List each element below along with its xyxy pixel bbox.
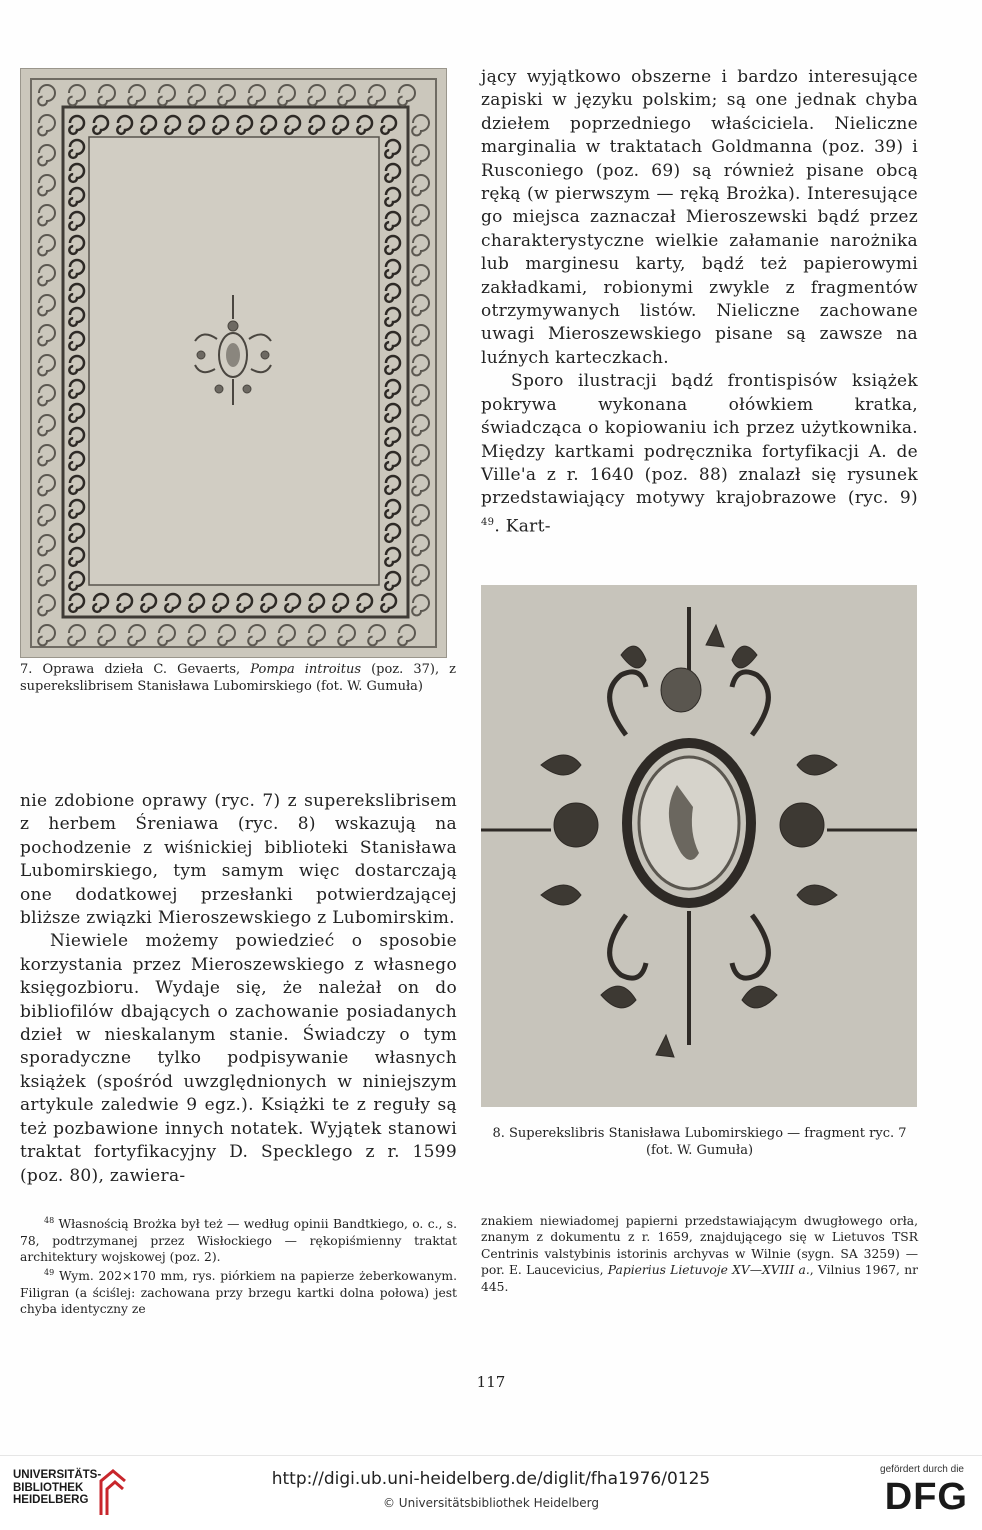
library-name: UNIVERSITÄTS- BIBLIOTHEK HEIDELBERG bbox=[13, 1469, 102, 1506]
paragraph: nie zdobione oprawy (ryc. 7) z superekslibrisem z herbem Śreniawa (ryc. 8) wskazują na pochodzenie z wiśnickiej biblioteki Stanisława Lubomirskiego, tym samym więc dostarczają one dodatkowej przesłanki potwierdzającej bliższe związki Mieroszewskiego z Lubomirskim. bbox=[20, 791, 457, 929]
right-column-text bbox=[481, 66, 918, 539]
digitization-footer bbox=[0, 1455, 982, 1530]
footnote-48: $^{48}$ Własnością Brożka był też — według opinii Bandtkiego, o. c., s. 78, podtrzymanej przez Wisłockiego — rękopiśmienny traktat architektury wojskowej (poz. 2). bbox=[20, 1216, 457, 1264]
paragraph: Sporo ilustracji bądź frontispisów książek pokrywa wykonana ołówkiem kratka, świadcząca o kopiowaniu ich przez użytkownika. Między kartkami podręcznika fortyfikacji A. de Ville'a z r. 1640 (poz. 88) znalazł się rysunek przedstawiający motywy krajobrazowe (ryc. 9) $^{49}$. Kart- bbox=[481, 371, 918, 537]
figure-7-caption: 7. Oprawa dzieła C. Gevaerts, Pompa introitus (poz. 37), z superekslibrisem Stanisława Lubomirskiego (fot. W. Gumuła) bbox=[20, 662, 456, 694]
dfg-logo: DFG bbox=[884, 1476, 968, 1518]
footnotes-left bbox=[20, 1213, 457, 1318]
paragraph: Niewiele możemy powiedzieć o sposobie korzystania przez Mieroszewskiego z własnego księgozbioru. Wydaje się, że należał on do bibliofilów dbających o zachowanie posiadanych dzieł w nieskalanym stanie. Świadczy o tym sporadyczne tylko podpisywanie własnych książek (spośród uwzględnionych w niniejszym artykule zaledwie 9 egz.). Książki te z reguły są też pozbawione innych notatek. Wyjątek stanowi traktat fortyfikacyjny D. Specklego z r. 1599 (poz. 80), zawiera- bbox=[20, 931, 457, 1186]
paragraph: jący wyjątkowo obszerne i bardzo interesujące zapiski w języku polskim; są one jednak chyba dziełem poprzedniego właściciela. Nieliczne marginalia w traktatach Goldmanna (poz. 39) i Rusconiego (poz. 69) są również pisane obcą ręką (w pierwszym — ręką Brożka). Interesujące go miejsca zaznaczał Mieroszewski bądź przez charakterystyczne wielkie załamanie narożnika lub marginesu karty, bądź też papierowymi zakładkami, robionymi zwykle z fragmentów otrzymywanych listów. Nieliczne zachowane uwagi Mieroszewskiego pisane są zawsze na luźnych karteczkach. bbox=[481, 67, 918, 368]
footnote-49-continued: znakiem niewiadomej papierni przedstawiającym dwugłowego orła, znanym z dokumentu z r. 1659, znajdującego się w Lietuvos TSR Centrinis valstybinis istorinis archyvas w Wilnie (sygn. SA 3259) — por. E. Laucevicius, Papierius Lietuvoje XV—XVIII a., Vilnius 1967, nr 445. bbox=[481, 1214, 919, 1294]
footnote-49: $^{49}$ Wym. 202×170 mm, rys. piórkiem na papierze żeberkowanym. Filigran (a ściślej: zachowana przy brzegu kartki dolna połowa) jest chyba identyczny ze bbox=[20, 1268, 457, 1317]
page-number: 117 bbox=[476, 1373, 506, 1391]
copyright-note: © Universitätsbibliothek Heidelberg bbox=[382, 1496, 599, 1510]
funding-note: gefördert durch die bbox=[880, 1464, 964, 1475]
binding-ornament-drawing bbox=[21, 69, 446, 657]
footnotes-right bbox=[481, 1213, 918, 1295]
figure-8-caption: 8. Superekslibris Stanisława Lubomirskiego — fragment ryc. 7 (fot. W. Gumuła) bbox=[492, 1126, 907, 1158]
figure-7-binding-image bbox=[20, 68, 447, 658]
left-column-text bbox=[20, 790, 457, 1188]
figure-8-superexlibris-image bbox=[481, 585, 917, 1107]
footnote-ref: 49 bbox=[481, 516, 495, 528]
permalink-url[interactable]: http://digi.ub.uni-heidelberg.de/diglit/fha1976/0125 bbox=[271, 1469, 711, 1489]
superexlibris-drawing bbox=[481, 585, 917, 1107]
